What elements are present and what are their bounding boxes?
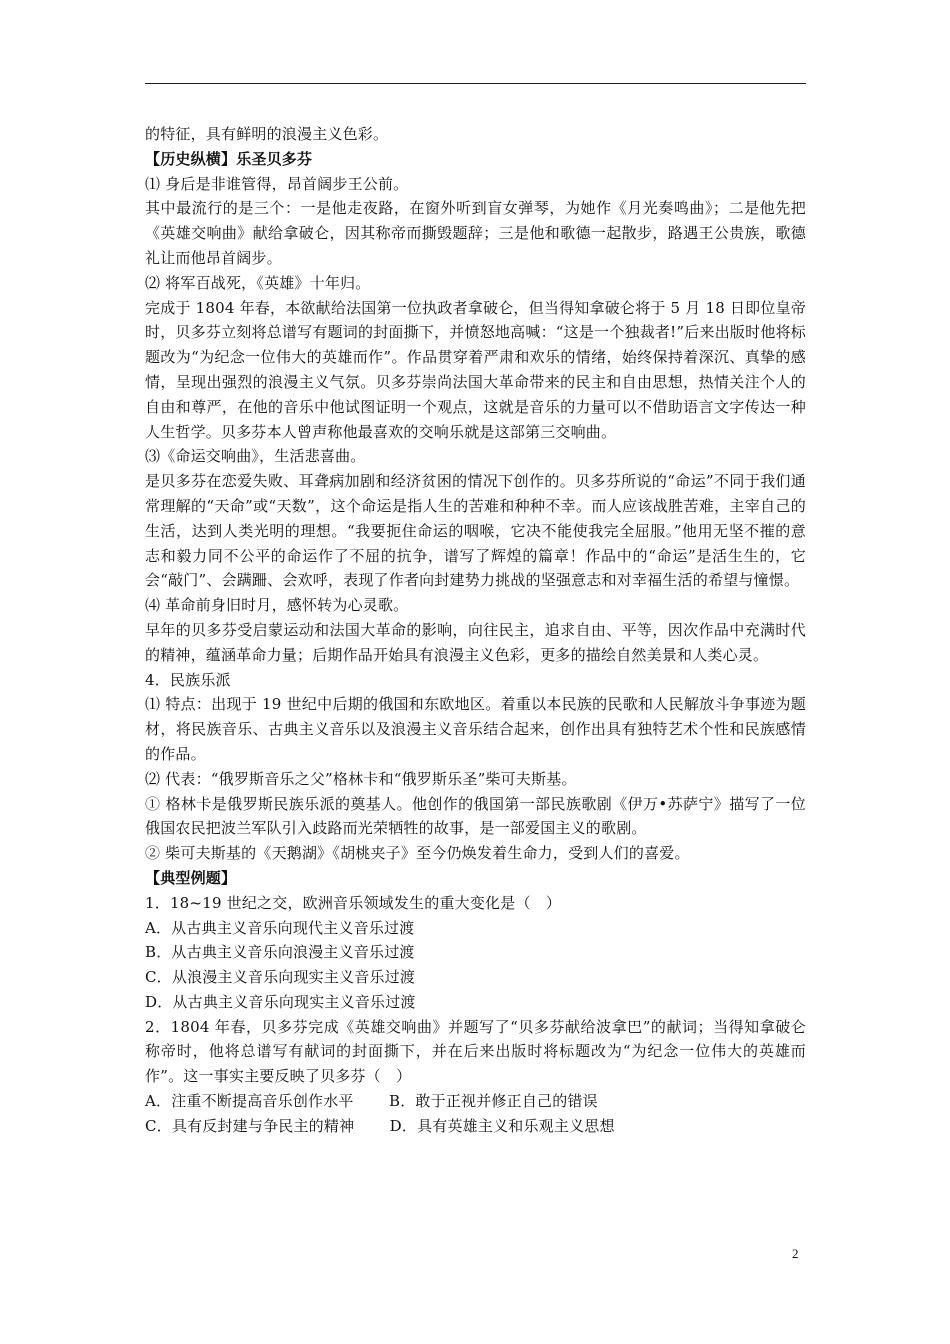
option: B．从古典主义音乐向浪漫主义音乐过渡 bbox=[145, 943, 415, 962]
subheading: ⑷ 革命前身旧时月，感怀转为心灵歌。 bbox=[145, 596, 409, 615]
question: 1．18~19 世纪之交，欧洲音乐领域发生的重大变化是（ ） bbox=[145, 893, 562, 912]
paragraph: ① 格林卡是俄罗斯民族乐派的奠基人。他创作的俄国第一部民族歌剧《伊万•苏萨宁》描写了一位俄国农民把波兰军队引入歧路而光荣牺牲的故事，是一部爱国主义的歌剧。 bbox=[145, 794, 806, 838]
option-row: C．具有反封建与争民主的精神 D．具有英雄主义和乐观主义思想 bbox=[145, 1116, 615, 1135]
question: 2．1804 年春，贝多芬完成《英雄交响曲》并题写了“贝多芬献给波拿巴”的献词；当得知拿破仑称帝时，他将总谱写有献词的封面撕下，并在后来出版时将标题改为“为纪念一位伟大的英雄而作”。这一事实主要反映了贝多芬（ ） bbox=[145, 1017, 806, 1086]
header-rule bbox=[145, 83, 806, 84]
subheading: ⑵ 将军百战死，《英雄》十年归。 bbox=[145, 273, 371, 292]
section-heading-examples: 【典型例题】 bbox=[145, 868, 237, 887]
option: D．从古典主义音乐向现实主义音乐过渡 bbox=[145, 992, 416, 1011]
paragraph: ⑵ 代表：“俄罗斯音乐之父”格林卡和“俄罗斯乐圣”柴可夫斯基。 bbox=[145, 769, 577, 788]
section-heading-history: 【历史纵横】乐圣贝多芬 bbox=[145, 149, 313, 168]
paragraph: ② 柴可夫斯基的《天鹅湖》《胡桃夹子》至今仍焕发着生命力，受到人们的喜爱。 bbox=[145, 844, 690, 863]
document-body bbox=[145, 122, 806, 1139]
paragraph: 其中最流行的是三个：一是他走夜路，在窗外听到盲女弹琴，为她作《月光奏鸣曲》；二是他先把《英雄交响曲》献给拿破仑，因其称帝而撕毁题辞；三是他和歌德一起散步，路遇王公贵族，歌德礼让而他昂首阔步。 bbox=[145, 199, 806, 267]
option-row: A．注重不断提高音乐创作水平 B．敢于正视并修正自己的错误 bbox=[145, 1092, 598, 1111]
page-number: 2 bbox=[792, 1246, 799, 1261]
paragraph: 是贝多芬在恋爱失败、耳聋病加剧和经济贫困的情况下创作的。贝多芬所说的“命运”不同于我们通常理解的“天命”或“天数”，这个命运是指人生的苦难和种种不幸。而人应该战胜苦难，主宰自己的生活，达到人类光明的理想。“我要扼住命运的咽喉，它决不能使我完全屈服。”他用无坚不摧的意志和毅力同不公平的命运作了不屈的抗争，谱写了辉煌的篇章！作品中的“命运”是活生生的，它会“敲门”、会蹒跚、会欢呼，表现了作者向封建势力挑战的坚强意志和对幸福生活的希望与憧憬。 bbox=[145, 472, 806, 590]
paragraph: ⑴ 特点：出现于 19 世纪中后期的俄国和东欧地区。着重以本民族的民歌和人民解放斗争事迹为题材，将民族音乐、古典主义音乐以及浪漫主义音乐结合起来，创作出具有独特艺术个性和民族感情的作品。 bbox=[145, 695, 806, 763]
subheading: ⑴ 身后是非谁管得，昂首阔步王公前。 bbox=[145, 174, 409, 193]
option: C．从浪漫主义音乐向现实主义音乐过渡 bbox=[145, 968, 416, 987]
subheading: ⑶《命运交响曲》，生活悲喜曲。 bbox=[145, 447, 366, 466]
section-title: 4．民族乐派 bbox=[145, 670, 231, 689]
paragraph: 完成于 1804 年春，本欲献给法国第一位执政者拿破仑，但当得知拿破仑将于 5 月 18 日即位皇帝时，贝多芬立刻将总谱写有题词的封面撕下，并愤怒地高喊：“这是一个独裁者!”后来出版时他将标题改为“为纪念一位伟大的英雄而作”。作品贯穿着严肃和欢乐的情绪，始终保持着深沉、真挚的感情，呈现出强烈的浪漫主义气氛。贝多芬崇尚法国大革命带来的民主和自由思想，热情关注个人的自由和尊严，在他的音乐中他试图证明一个观点，这就是音乐的力量可以不借助语言文字传达一种人生哲学。贝多芬本人曾声称他最喜欢的交响乐就是这部第三交响曲。 bbox=[145, 298, 806, 441]
paragraph: 的特征，具有鲜明的浪漫主义色彩。 bbox=[145, 125, 389, 143]
option: A．从古典主义音乐向现代主义音乐过渡 bbox=[145, 918, 415, 937]
paragraph: 早年的贝多芬受启蒙运动和法国大革命的影响，向往民主，追求自由、平等，因次作品中充满时代的精神，蕴涵革命力量；后期作品开始具有浪漫主义色彩，更多的描绘自然美景和人类心灵。 bbox=[145, 620, 806, 664]
